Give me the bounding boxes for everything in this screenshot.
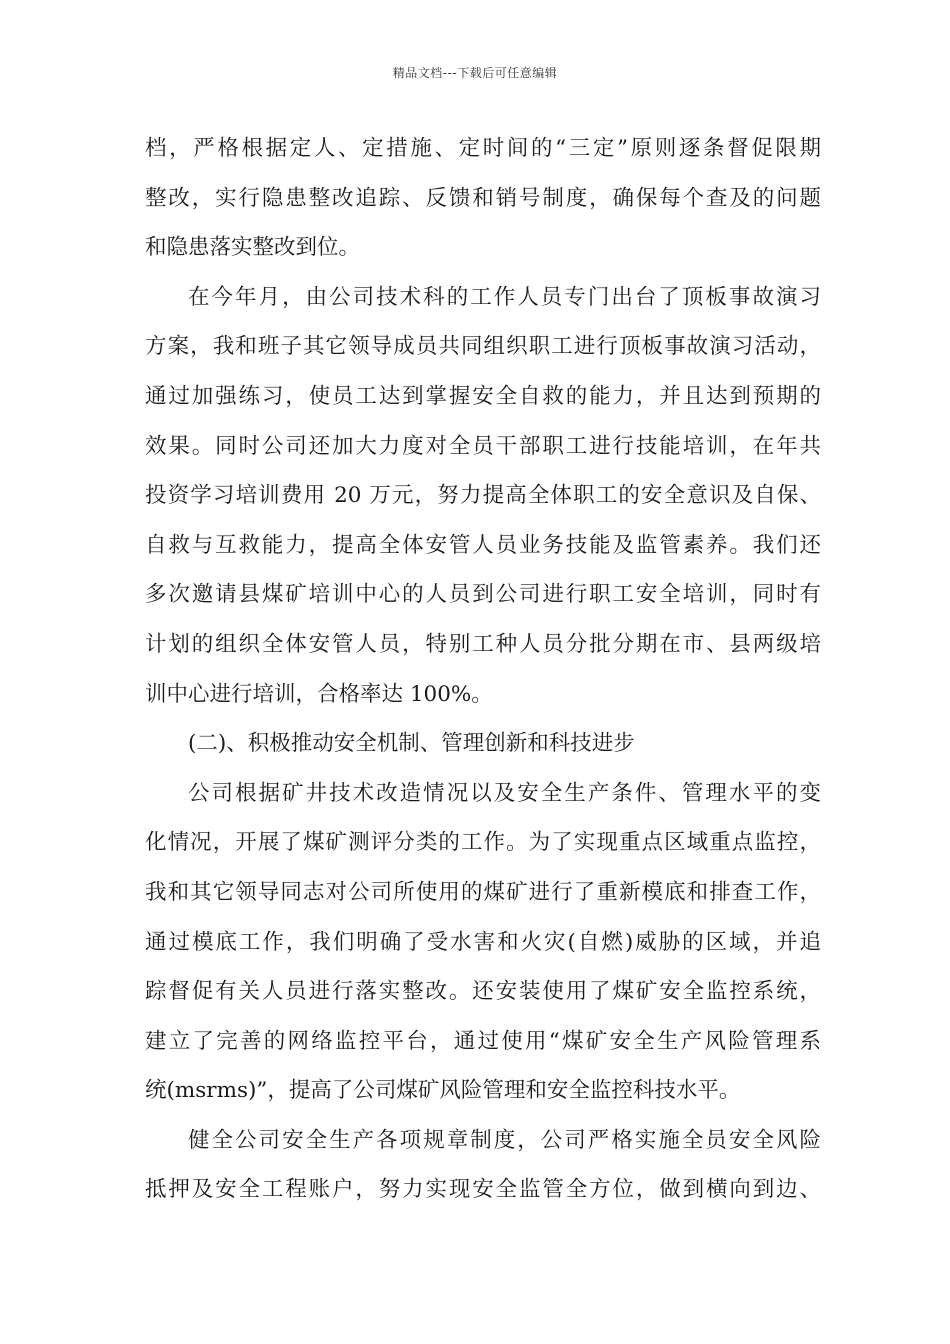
text-line: 化情况，开展了煤矿测评分类的工作。为了实现重点区域重点监控， bbox=[145, 830, 821, 856]
text-line: 多次邀请县煤矿培训中心的人员到公司进行职工安全培训，同时有 bbox=[145, 582, 821, 608]
text-line: 抵押及安全工程账户，努力实现安全监管全方位，做到横向到边、 bbox=[145, 1177, 821, 1203]
paragraph-training bbox=[145, 273, 821, 719]
text-line: 整改，实行隐患整改追踪、反馈和销号制度，确保每个查及的问题 bbox=[145, 185, 821, 211]
text-line: 方案，我和班子其它领导成员共同组织职工进行顶板事故演习活动， bbox=[145, 334, 821, 360]
paragraph-regulations bbox=[145, 1116, 821, 1215]
text-line: 训中心进行培训，合格率达 100%。 bbox=[145, 681, 493, 707]
text-line: 通过模底工作，我们明确了受水害和火灾(自燃)威胁的区域，并追 bbox=[145, 929, 821, 955]
text-line: 效果。同时公司还加大力度对全员干部职工进行技能培训，在年共 bbox=[145, 433, 821, 459]
text-line: 投资学习培训费用 20 万元，努力提高全体职工的安全意识及自保、 bbox=[145, 483, 821, 509]
text-line: 健全公司安全生产各项规章制度，公司严格实施全员安全风险 bbox=[188, 1127, 821, 1153]
text-line: 计划的组织全体安管人员，特别工种人员分批分期在市、县两级培 bbox=[145, 631, 821, 657]
text-line: 通过加强练习，使员工达到掌握安全自救的能力，并且达到预期的 bbox=[145, 383, 821, 409]
text-line: 档，严格根据定人、定措施、定时间的“三定”原则逐条督促限期 bbox=[145, 136, 821, 161]
document-body bbox=[145, 124, 821, 1215]
text-line: 公司根据矿井技术改造情况以及安全生产条件、管理水平的变 bbox=[188, 780, 821, 806]
paragraph-monitoring bbox=[145, 769, 821, 1116]
text-line: 和隐患落实整改到位。 bbox=[145, 235, 361, 261]
section-heading bbox=[145, 719, 821, 769]
text-line: 自救与互救能力，提高全体安管人员业务技能及监管素养。我们还 bbox=[145, 532, 821, 558]
paragraph-continuation bbox=[145, 124, 821, 273]
page-header: 精品文档---下载后可任意编辑 bbox=[392, 66, 558, 80]
text-line: 统(msrms)”，提高了公司煤矿风险管理和安全监控科技水平。 bbox=[145, 1078, 741, 1104]
text-line: 在今年月，由公司技术科的工作人员专门出台了顶板事故演习 bbox=[188, 284, 821, 310]
text-line: 建立了完善的网络监控平台，通过使用“煤矿安全生产风险管理系 bbox=[145, 1028, 821, 1054]
text-line: 踪督促有关人员进行落实整改。还安装使用了煤矿安全监控系统， bbox=[145, 979, 821, 1005]
text-line: 我和其它领导同志对公司所使用的煤矿进行了重新模底和排查工作， bbox=[145, 879, 821, 905]
text-line: (二)、积极推动安全机制、管理创新和科技进步 bbox=[188, 731, 635, 757]
